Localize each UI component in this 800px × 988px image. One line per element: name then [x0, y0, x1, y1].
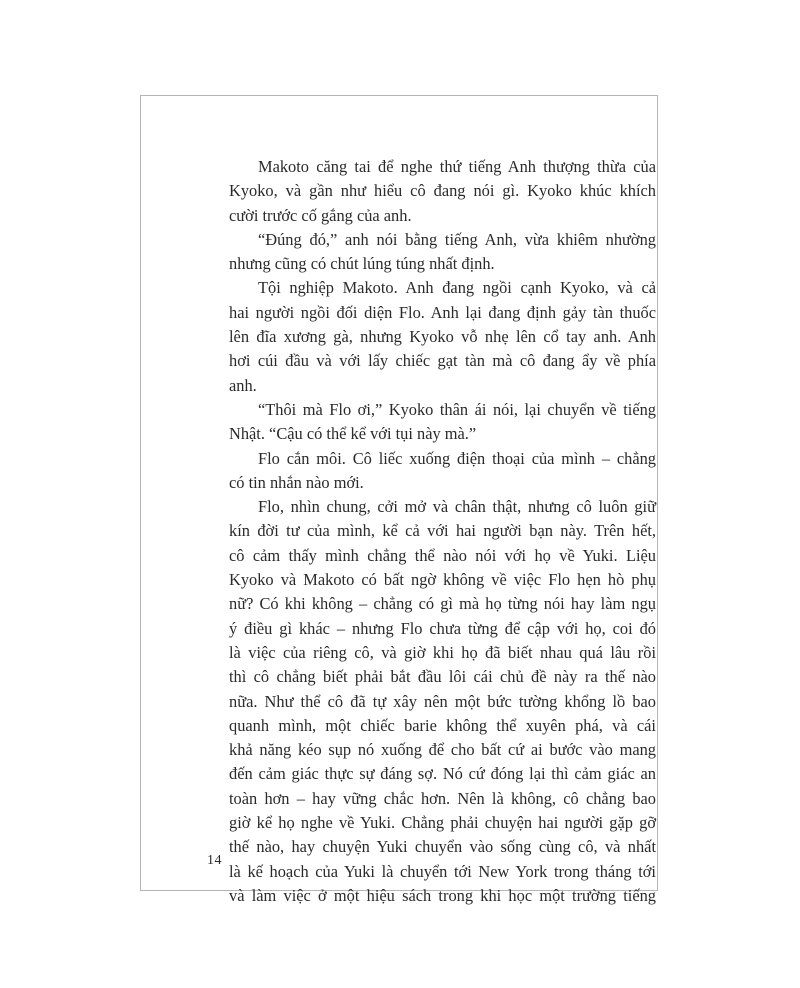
text-line: hơi cúi đầu và với lấy chiếc gạt tàn mà cô đang ẩy về phía: [229, 351, 656, 371]
text-line: thế nào, hay chuyện Yuki chuyển vào sống cùng cô, và nhất: [229, 837, 656, 857]
text-line: nhưng cũng có chút lúng túng nhất định.: [229, 254, 495, 274]
text-line: và làm việc ở một hiệu sách trong khi học một trường tiếng: [229, 885, 656, 905]
text-line: Flo cắn môi. Cô liếc xuống điện thoại của mình – chẳng: [258, 448, 656, 468]
text-line: cô cảm thấy mình chẳng thể nào nói với họ về Yuki. Liệu: [229, 545, 656, 565]
text-line: “Thôi mà Flo ơi,” Kyoko thân ái nói, lại chuyển về tiếng: [258, 399, 656, 419]
text-line: Kyoko và Makoto có bất ngờ không về việc Flo hẹn hò phụ: [229, 570, 656, 590]
text-line: ý điều gì khác – nhưng Flo chưa từng để cập với họ, coi đó: [229, 618, 656, 638]
text-line: đến cảm giác thực sự đáng sợ. Nó cứ đóng lại thì cảm giác an: [229, 764, 656, 784]
page-number: 14: [207, 853, 222, 868]
text-line: giờ kể họ nghe về Yuki. Chẳng phải chuyện hai người gặp gỡ: [229, 813, 656, 833]
paragraph: [229, 398, 656, 447]
paragraph: [229, 276, 656, 397]
body-text: [229, 155, 656, 908]
text-line: Makoto căng tai để nghe thứ tiếng Anh thượng thừa của: [258, 157, 656, 176]
text-line: kín đời tư của mình, kể cả với hai người bạn này. Trên hết,: [229, 521, 656, 541]
text-line: khả năng kéo sụp nó xuống để cho bất cứ ai bước vào mang: [229, 740, 656, 760]
text-line: Nhật. “Cậu có thể kể với tụi này mà.”: [229, 424, 477, 444]
text-line: “Đúng đó,” anh nói bằng tiếng Anh, vừa khiêm nhường: [258, 229, 656, 249]
text-line: toàn hơn – hay vững chắc hơn. Nên là không, cô chẳng bao: [229, 788, 656, 808]
text-line: cười trước cố gắng của anh.: [229, 205, 412, 225]
text-line: là việc của riêng cô, và giờ khi họ đã biết nhau quá lâu rồi: [229, 642, 656, 662]
text-line: Tội nghiệp Makoto. Anh đang ngồi cạnh Kyoko, và cả: [258, 278, 656, 298]
paragraph: [229, 447, 656, 496]
text-line: lên đĩa xương gà, nhưng Kyoko vỗ nhẹ lên cổ tay anh. Anh: [229, 327, 656, 347]
paragraph: [229, 155, 656, 228]
text-line: có tin nhắn nào mới.: [229, 472, 364, 492]
paragraph: [229, 228, 656, 277]
text-line: anh.: [229, 375, 257, 395]
text-line: thì cô chẳng biết phải bắt đầu lôi cái chủ đề này ra thế nào: [229, 667, 656, 687]
book-page: [140, 95, 658, 905]
text-line: Flo, nhìn chung, cởi mở và chân thật, nhưng cô luôn giữ: [258, 497, 656, 517]
paragraph: [229, 495, 656, 908]
text-line: nữa. Như thể cô đã tự xây nên một bức tường khổng lồ bao: [229, 691, 656, 711]
text-line: Kyoko, và gần như hiểu cô đang nói gì. Kyoko khúc khích: [229, 181, 656, 201]
text-line: nữ? Có khi không – chẳng có gì mà họ từng nói hay làm ngụ: [229, 594, 656, 614]
text-line: là kế hoạch của Yuki là chuyển tới New York trong tháng tới: [229, 861, 656, 881]
text-line: hai người ngồi đối diện Flo. Anh lại đang định gảy tàn thuốc: [229, 302, 656, 322]
text-line: quanh mình, một chiếc barie không thể xuyên phá, và cái: [229, 715, 656, 735]
